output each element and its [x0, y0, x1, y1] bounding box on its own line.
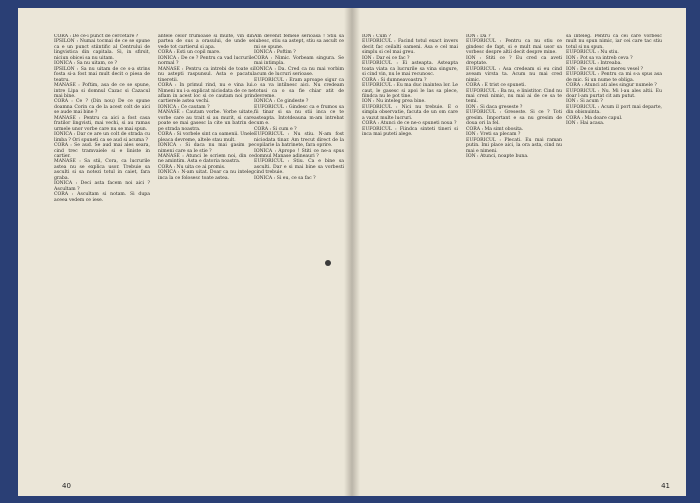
- dialogue-line: EUFORICUL : Stiu. Ca e bine sa asculti. Dar e si mai bine sa vorbesti cind trebuie.: [254, 159, 344, 176]
- dialogue-line: CORA : Ma simt obosita.: [466, 126, 524, 132]
- right-column-3: [566, 34, 662, 474]
- dialogue-line: CORA : Si vorbele sint ca oamenii. Unele pleaca devreme, altele stau mult.: [158, 132, 254, 143]
- dialogue-line: EUFORICUL : Facind totul exact invers decit fac ceilalti oameni. Asa e cel mai simplu si cel mai greu.: [362, 39, 458, 56]
- dialogue-line: EUFORICUL : Eu ma duc inaintea lor. Le caut, le gasesc si apoi le las sa plece, fiindca nu le pot tine.: [362, 83, 458, 99]
- dialogue-line: IPSILON : Numai tocmai de ce se spune ca e un punct stiintific al Centrului de lingvistica din capitala. Si, in sfirsit, niciun obicei sa nu uitam.: [54, 39, 150, 61]
- dialogue-line: CORA : Atunci de ce ne-o spuneti noua ?: [362, 121, 457, 127]
- dialogue-line: EUFORICUL : Pentru ca mi s-a spus asa de mic. Si un nume te obliga.: [566, 72, 662, 83]
- dialogue-line: IONICA : Apropo ! Stiti ce ne-a spus domnul Manase adineauri ?: [254, 148, 344, 159]
- dialogue-line: antele celor frumoase si multe, vin din partea de sus a orasului, de unde se vede tot cartierul si apa.: [158, 34, 254, 50]
- dialogue-line: MANASE : Cautam vorbe. Vorbe uitate, vorbe care au trait si au murit, si care poate se mai gasesc la cite un batrin de pe strada noastra.: [158, 110, 254, 132]
- dialogue-line: CORA : Si dumneavoastra ?: [362, 77, 427, 83]
- left-column-2: [158, 34, 254, 474]
- dialogue-line: ION : Pot sa va intreb ceva ?: [566, 55, 633, 61]
- dialogue-line: EUFORICUL : Nu. Mi l-au ales altii. Eu doar l-am purtat cit am putut.: [566, 88, 662, 99]
- page-number-right: 41: [661, 482, 670, 490]
- dialogue-line: MANASE : Pentru ca intrebi de toate si nu astepti raspunsul. Asta e pacatul tineretii.: [158, 66, 254, 83]
- dialogue-line: IONICA : Ce gindeste ?: [254, 99, 309, 105]
- dialogue-line: ION : Vreti sa plecam ?: [466, 132, 521, 138]
- right-column-1: [362, 34, 458, 474]
- dialogue-line: EUFORICUL : Nu stiu. N-am fost niciodata tinar. Am trecut direct de la copilarie la batrinete, fara oprire.: [254, 132, 344, 149]
- dialogue-line: CORA : Si cum e ?: [254, 126, 297, 132]
- dialogue-line: Am devenit femeie serioasa ! Stiu sa iubesc, stiu sa astept, stiu sa ascult ce mi se spune.: [254, 34, 344, 50]
- dialogue-line: EUFORICUL : Acum il port mai departe, din obisnuinta.: [566, 104, 662, 116]
- dialogue-line: CORA : E trist ce spuneti.: [466, 83, 526, 89]
- dialogue-line: ION : Nu inteleg prea bine.: [362, 99, 426, 105]
- dialogue-line: ION : Stiti ce ? Eu cred ca aveti dreptate.: [466, 55, 562, 67]
- right-column-2: [466, 34, 562, 474]
- dialogue-line: ION : Si acum ?: [566, 99, 603, 105]
- dialogue-line: CORA : Atunci ati ales singur numele ?: [566, 83, 657, 89]
- dialogue-line: IONICA : Ce cautam ?: [158, 104, 210, 110]
- dialogue-line: IONICA : Si eu, ce sa fac ?: [254, 175, 316, 181]
- dialogue-line: CORA : Ascultam si notam. Si dupa aceea vedem ce iese.: [54, 192, 150, 203]
- book-spread: [18, 8, 686, 496]
- dialogue-line: EUFORICUL : Nici nu trebuie. E o simpla observatie, facuta de un om care a vazut multe lucruri.: [362, 104, 458, 121]
- dialogue-line: CORA : Nimic. Vorbeam singura. Se mai intimpla.: [254, 55, 344, 67]
- dialogue-line: EUFORICUL : Gindesc ca e frumos sa fii tinar si sa nu stii inca ce te asteapta. Intotdeauna m-am intrebat cum e.: [254, 104, 344, 127]
- dialogue-line: EUFORICUL : Plecati. Eu mai raman putin. Imi place aici, la ora asta, cind nu mai e nimeni.: [466, 137, 562, 154]
- dialogue-line: MANASE : Sa stii, Cora, ca lucrurile astea nu se explica usor. Trebuie sa asculti si sa notezi totul in caiet, fara graba.: [54, 159, 150, 181]
- dialogue-line: EUFORICUL : Pentru ca nu stiu ce gindesc de fapt, si e mult mai usor sa vorbesc despre altii decit despre mine.: [466, 39, 562, 56]
- dialogue-line: EUFORICUL : Greseste. Si ce ? Toti gresim. Important e sa nu gresim de doua ori la fel.: [466, 110, 562, 127]
- dialogue-line: IONICA : Da. Cred ca nu mai vorbim acum de lucruri serioase.: [254, 66, 344, 78]
- dialogue-line: CORA : Ma doare capul.: [566, 115, 623, 121]
- dialogue-line: EUFORICUL : Intreaba.: [566, 61, 622, 67]
- right-page: [352, 8, 686, 496]
- binding-hole: [325, 260, 331, 266]
- dialogue-line: CORA : Nu uita ce ai promis.: [158, 164, 226, 170]
- dialogue-line: EUFORICUL : Asa credeam si eu cind aveam virsta ta. Acum nu mai cred nimic.: [466, 66, 562, 83]
- dialogue-line: EUFORICUL : Ba nu, e linistitor. Cind nu mai crezi nimic, nu mai ai de ce sa te temi.: [466, 88, 562, 105]
- page-number-left: 40: [62, 482, 71, 490]
- dialogue-line: EUFORICUL : Fiindca sinteti tineri si inca mai puteti alege.: [362, 126, 458, 138]
- dialogue-line: ION : Atunci, noapte buna.: [466, 153, 529, 159]
- dialogue-line: IONICA : Si daca nu mai gasim pe nimeni care sa le stie ?: [158, 143, 254, 154]
- dialogue-line: EUFORICUL : Nu stiu.: [566, 50, 619, 56]
- dialogue-line: IONICA : Deci asta facem noi aici ? Ascultam ?: [54, 181, 150, 192]
- left-page: [18, 8, 352, 496]
- dialogue-line: CORA : In primul rind, nu e vina lui. Nimeni nu i-a explicat niciodata de ce ne aflam in acest loc si ce cautam noi prin cartierele astea vechi.: [158, 83, 254, 105]
- dialogue-line: sa inteleg. Pentru ca cei care vorbesc mult nu spun nimic, iar cei care tac stiu totul si nu spun.: [566, 34, 662, 50]
- dialogue-line: MANASE : Poftim, asa de ce se spune, intre Lipa si domnul Cazac si Cazacul mai bine.: [54, 83, 150, 99]
- dialogue-line: ION : Hai acasa.: [566, 121, 605, 127]
- dialogue-line: ION : Cum ?: [362, 34, 391, 39]
- dialogue-line: CORA : De ce-i punct de cercetare ?: [54, 34, 139, 39]
- dialogue-line: CORA : Esti un copil mare.: [158, 50, 221, 56]
- left-column-3: [254, 34, 344, 474]
- left-column-1: [54, 34, 150, 474]
- dialogue-line: CORA : Se aud. Se aud mai ales seara, cind trec tramvaiele si e liniste in cartier.: [54, 143, 150, 159]
- dialogue-line: CORA : Ce ? (Din nou) De ce spune doamna Corin ca de la acest colt de aici se aude mai bine ?: [54, 99, 150, 116]
- dialogue-line: IPSILON : Sa nu uitam de ce s-a strins fosta si-a fost mai mult decit o piesa de teatru.: [54, 66, 150, 83]
- dialogue-line: MANASE : Pentru ca aici a fost casa fratilor lingvisti, mai vechi, si au ramas urmele unor vorbe care nu se mai spun.: [54, 115, 150, 132]
- dialogue-line: MANASE : Atunci le scriem noi, din ce ne amintim. Asta e datoria noastra.: [158, 153, 254, 165]
- dialogue-line: IONICA : Poftim ?: [254, 50, 296, 56]
- dialogue-line: ION : Dar ei ce fac ?: [362, 55, 410, 61]
- dialogue-line: ION : Da ?: [466, 34, 491, 39]
- dialogue-line: IONICA : Sa nu uitam, ce ?: [54, 61, 117, 67]
- dialogue-line: ION : Si daca greseste ?: [466, 104, 523, 110]
- dialogue-line: EUFORICUL : Ei asteapta. Asteapta toata viata ca lucrurile sa vina singure, si cind vin, nu le mai recunosc.: [362, 61, 458, 78]
- dialogue-line: ION : De ce sinteti mereu vesel ?: [566, 66, 643, 72]
- dialogue-line: EUFORICUL : Eram aproape sigur ca o sa va intilnesc aici. Nu credeam totusi ca o sa fie chiar atit de devreme.: [254, 77, 344, 99]
- dialogue-line: IONICA : De ce ? Pentru ca vad lucrurile normal ?: [158, 55, 254, 67]
- dialogue-line: IONICA : Dar ce are un colt de strada cu limba ? Ori spuneti ca se aud si acuma ?: [54, 132, 150, 143]
- dialogue-line: IONICA : N-am uitat. Doar ca nu inteleg inca la ce folosesc toate astea.: [158, 170, 254, 181]
